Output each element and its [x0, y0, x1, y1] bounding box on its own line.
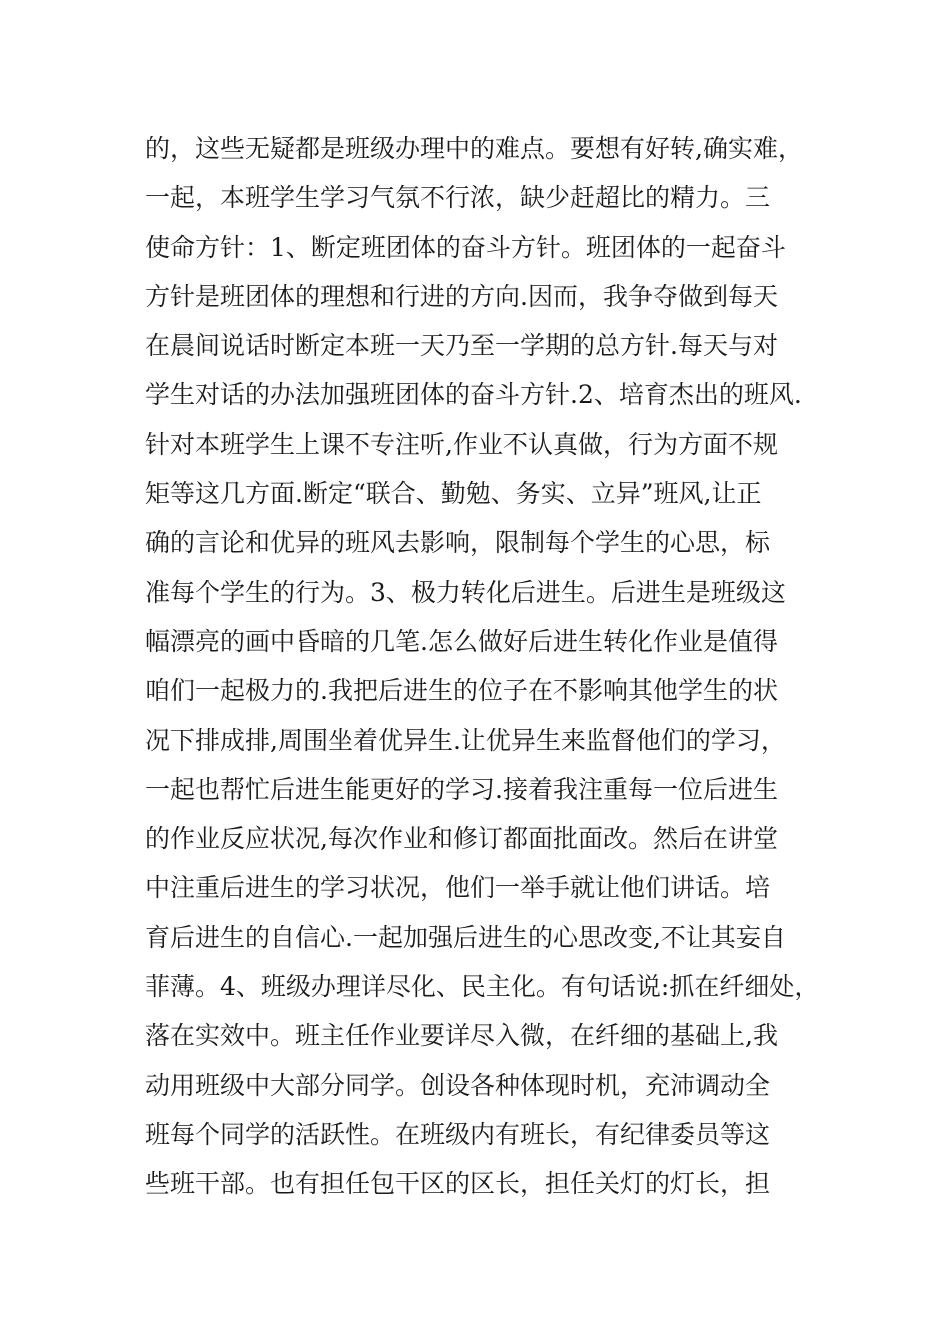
text-line-7: 针对本班学生上课不专注听,作业不认真做，行为方面不规 [145, 429, 778, 459]
text-line-16: 中注重后进生的学习状况，他们一举手就让他们讲话。培 [145, 873, 771, 903]
text-line-10: 准每个学生的行为。3、极力转化后进生。后进生是班级这 [145, 577, 786, 607]
text-line-6: 学生对话的办法加强班团体的奋斗方针.2、培育杰出的班风. [145, 380, 802, 410]
text-line-18: 菲薄。4、班级办理详尽化、民主化。有句话说:抓在纤细处， [145, 972, 820, 1002]
text-line-14: 一起也帮忙后进生能更好的学习.接着我注重每一位后进生 [145, 774, 778, 804]
text-line-9: 确的言论和优异的班风去影响，限制每个学生的心思，标 [145, 528, 771, 558]
text-line-13: 况下排成排,周围坐着优异生.让优异生来监督他们的学习， [145, 725, 786, 755]
text-line-11: 幅漂亮的画中昏暗的几笔.怎么做好后进生转化作业是值得 [145, 626, 778, 656]
text-line-20: 动用班级中大部分同学。创设各种体现时机，充沛调动全 [145, 1070, 771, 1100]
body-text [145, 124, 845, 1209]
text-line-21: 班每个同学的活跃性。在班级内有班长，有纪律委员等这 [145, 1119, 771, 1149]
text-line-15: 的作业反应状况,每次作业和修订都面批面改。然后在讲堂 [145, 824, 778, 854]
text-line-12: 咱们一起极力的.我把后进生的位子在不影响其他学生的状 [145, 676, 778, 706]
text-line-5: 在晨间说话时断定本班一天乃至一学期的总方针.每天与对 [145, 331, 778, 361]
text-line-19: 落在实效中。班主任作业要详尽入微，在纤细的基础上,我 [145, 1021, 778, 1051]
text-line-17: 育后进生的自信心.一起加强后进生的心思改变,不让其妄自 [145, 922, 786, 952]
text-line-1: 的，这些无疑都是班级办理中的难点。要想有好转,确实难， [145, 134, 803, 163]
text-line-4: 方针是班团体的理想和行进的方向.因而，我争夺做到每天 [145, 281, 778, 311]
text-line-2: 一起，本班学生学习气氛不行浓，缺少赶超比的精力。三 [145, 183, 771, 213]
text-line-22: 些班干部。也有担任包干区的区长，担任关灯的灯长，担 [145, 1169, 771, 1199]
text-line-8: 矩等这几方面.断定“联合、勤勉、务实、立异”班风,让正 [145, 479, 762, 509]
text-line-3: 使命方针：1、断定班团体的奋斗方针。班团体的一起奋斗 [145, 232, 786, 262]
